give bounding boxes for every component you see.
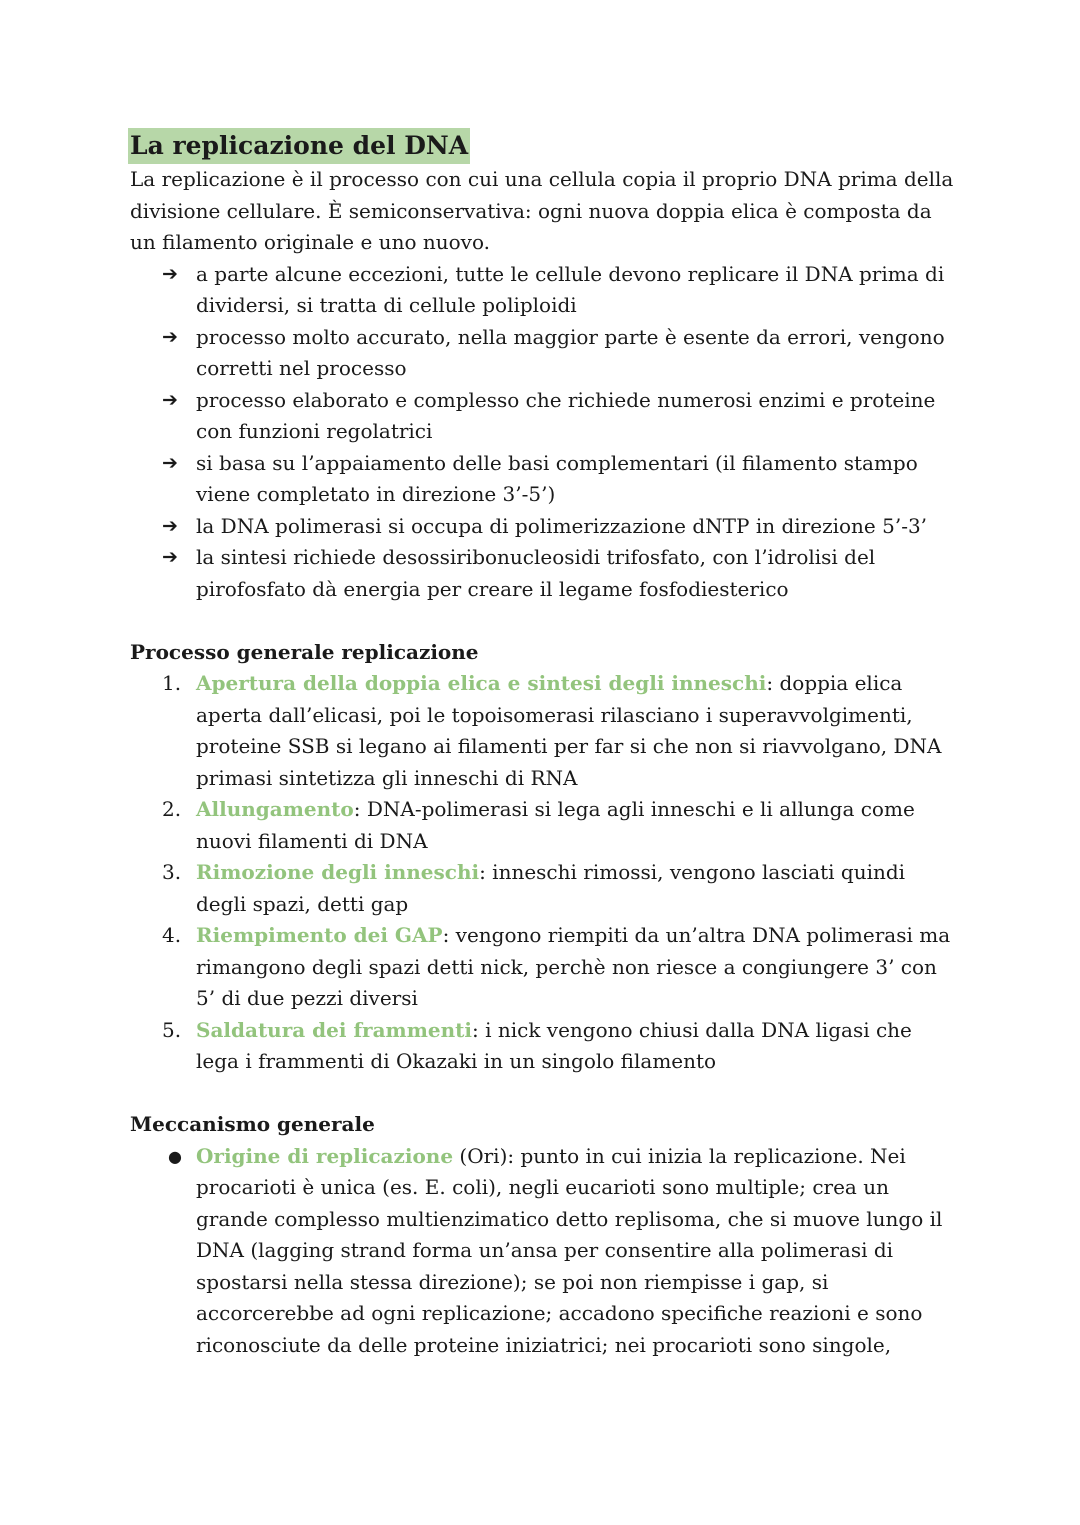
term-highlight: Origine di replicazione (196, 1143, 454, 1168)
list-item: ➔ processo elaborato e complesso che richiede numerosi enzimi e proteine con funzioni regolatrici (130, 385, 960, 448)
list-item: ● Origine di replicazione (Ori): punto in cui inizia la replicazione. Nei procarioti è unica (es. E. coli), negli eucarioti sono multiple; crea un grande complesso multienzimatico detto replisoma, che si muove lungo il DNA (lagging strand forma un’ansa per consentire alla polimerasi di spostarsi nella stessa direzione); se poi non riempisse i gap, si accorcerebbe ad ogni replicazione; accadono specifiche reazioni e sono riconosciute da delle proteine iniziatrici; nei procarioti sono singole, (130, 1141, 960, 1362)
term-highlight: Riempimento dei GAP (196, 923, 443, 947)
list-item: ➔ a parte alcune eccezioni, tutte le cellule devono replicare il DNA prima di dividersi, si tratta di cellule poliploidi (130, 259, 960, 322)
section-heading-meccanismo: Meccanismo generale (130, 1112, 375, 1136)
spacer (130, 1078, 960, 1110)
list-item: 2. Allungamento: DNA-polimerasi si lega agli inneschi e li allunga come nuovi filamenti di DNA (130, 794, 960, 857)
numbered-list (130, 668, 960, 1078)
page-title: La replicazione del DNA (128, 128, 470, 164)
term-highlight: Apertura della doppia elica e sintesi degli inneschi (196, 671, 767, 695)
list-item: ➔ processo molto accurato, nella maggior parte è esente da errori, vengono corretti nel processo (130, 322, 960, 385)
arrow-icon: ➔ (162, 546, 178, 568)
list-item: ➔ la DNA polimerasi si occupa di polimerizzazione dNTP in direzione 5’-3’ (130, 511, 960, 543)
arrow-icon: ➔ (162, 451, 178, 474)
list-item: ➔ la sintesi richiede desossiribonucleosidi trifosfato, con l’idrolisi del pirofosfato dà energia per creare il legame fosfodiesterico (130, 542, 960, 605)
arrow-list (130, 259, 960, 606)
section-heading-processo: Processo generale replicazione (130, 639, 479, 664)
intro-paragraph: La replicazione è il processo con cui una cellula copia il proprio DNA prima della divisione cellulare. È semiconservativa: ogni nuova doppia elica è composta da un filamento originale e uno nuovo. (130, 167, 954, 254)
term-highlight: Saldatura dei frammenti (196, 1017, 472, 1042)
list-item: 4. Riempimento dei GAP: vengono riempiti da un’altra DNA polimerasi ma rimangono degli spazi detti nick, perchè non riesce a congiungere 3’ con 5’ di due pezzi diversi (130, 920, 960, 1015)
list-number: 1. (162, 671, 182, 695)
list-item: 3. Rimozione degli inneschi: inneschi rimossi, vengono lasciati quindi degli spazi, detti gap (130, 857, 960, 920)
term-highlight: Rimozione degli inneschi (196, 860, 480, 884)
list-item: ➔ si basa su l’appaiamento delle basi complementari (il filamento stampo viene completato in direzione 3’-5’) (130, 448, 960, 511)
list-number: 4. (162, 923, 182, 947)
list-number: 5. (162, 1017, 182, 1042)
arrow-icon: ➔ (162, 514, 178, 537)
document-page (130, 128, 960, 1361)
arrow-icon: ➔ (162, 388, 178, 411)
bullet-icon: ● (168, 1146, 182, 1166)
bullet-list (130, 1141, 960, 1362)
list-number: 3. (162, 860, 182, 884)
arrow-icon: ➔ (162, 325, 178, 348)
list-number: 2. (162, 797, 182, 821)
list-item: 1. Apertura della doppia elica e sintesi degli inneschi: doppia elica aperta dall’elicasi, poi le topoisomerasi rilasciano i superavvolgimenti, proteine SSB si legano ai filamenti per far si che non si riavvolgano, DNA primasi sintetizza gli inneschi di RNA (130, 668, 960, 794)
term-highlight: Allungamento (196, 797, 354, 821)
arrow-icon: ➔ (162, 262, 178, 285)
list-item: 5. Saldatura dei frammenti: i nick vengono chiusi dalla DNA ligasi che lega i frammenti di Okazaki in un singolo filamento (130, 1015, 960, 1078)
spacer (130, 605, 960, 637)
